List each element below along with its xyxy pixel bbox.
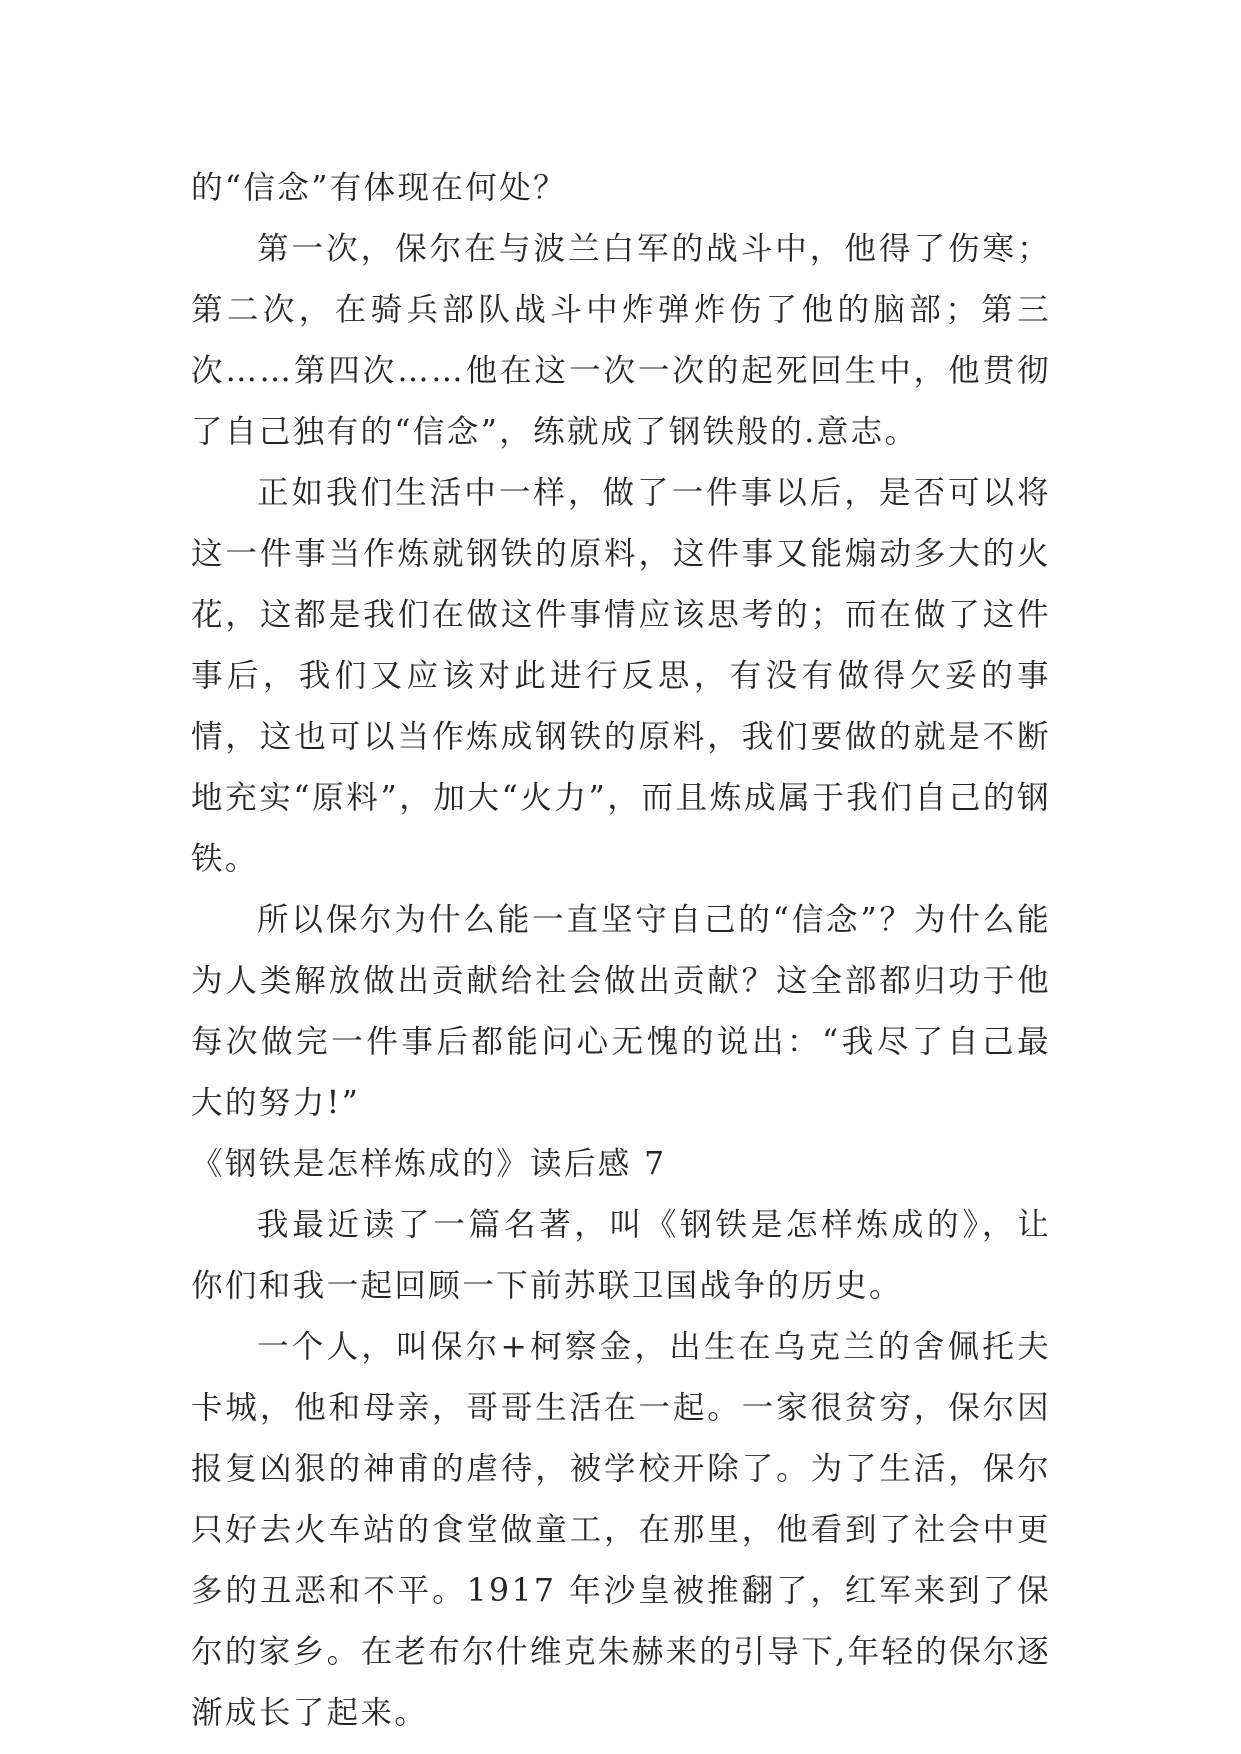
paragraph-continuation: 的“信念”有体现在何处？ xyxy=(191,170,568,206)
paragraph: 我最近读了一篇名著，叫《钢铁是怎样炼成的》，让你们和我一起回顾一下前苏联卫国战争的历史。 xyxy=(191,1207,1051,1304)
paragraph: 正如我们生活中一样，做了一件事以后，是否可以将这一件事当作炼就钢铁的原料，这件事又能煽动多大的火花，这都是我们在做这件事情应该思考的；而在做了这件事后，我们又应该对此进行反思，有没有做得欠妥的事情，这也可以当作炼成钢铁的原料，我们要做的就是不断地充实“原料”，加大“火力”，而且炼成属于我们自己的钢铁。 xyxy=(191,475,1051,877)
section-title: 《钢铁是怎样炼成的》读后感 7 xyxy=(191,1146,667,1182)
document-body xyxy=(191,158,1051,1744)
paragraph: 第一次，保尔在与波兰白军的战斗中，他得了伤寒；第二次，在骑兵部队战斗中炸弹炸伤了他的脑部；第三次……第四次……他在这一次一次的起死回生中，他贯彻了自己独有的“信念”，练就成了钢铁般的.意志。 xyxy=(191,231,1051,450)
paragraph: 一个人，叫保尔+柯察金，出生在乌克兰的舍佩托夫卡城，他和母亲，哥哥生活在一起。一家很贫穷，保尔因报复凶狠的神甫的虐待，被学校开除了。为了生活，保尔只好去火车站的食堂做童工，在那里，他看到了社会中更多的丑恶和不平。1917 年沙皇被推翻了，红军来到了保尔的家乡。在老布尔什维克朱赫来的引导下,年轻的保尔逐渐成长了起来。 xyxy=(191,1329,1051,1731)
paragraph: 所以保尔为什么能一直坚守自己的“信念”？为什么能为人类解放做出贡献给社会做出贡献？这全部都归功于他每次做完一件事后都能问心无愧的说出：“我尽了自己最大的努力!” xyxy=(191,902,1051,1121)
